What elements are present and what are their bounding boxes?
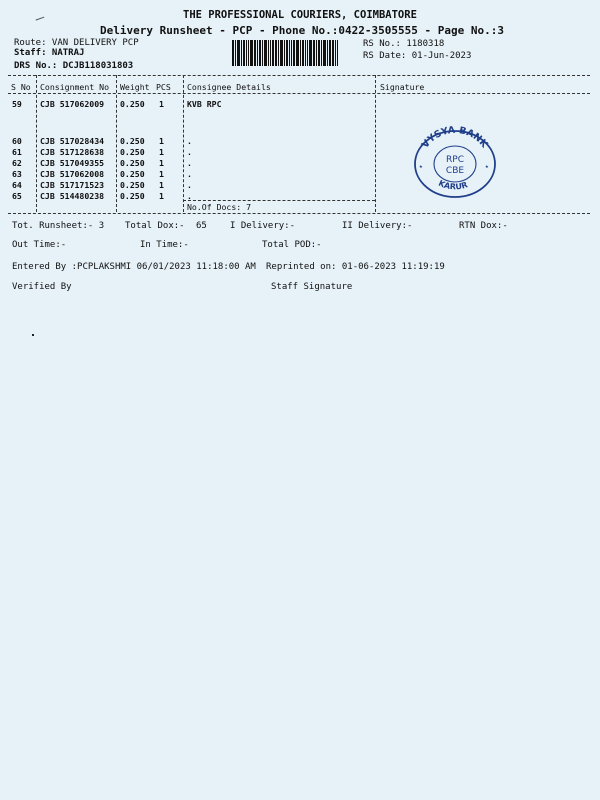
drs-label: DRS No.: DCJB118031803 [14,61,134,71]
row-details: KVB RPC [187,99,222,109]
stamp-top-text: VYSYA BANK [419,124,490,151]
row-weight: 0.250 [120,158,145,168]
col-header-sno: S No [11,82,31,92]
col-header-weight: Weight [120,82,150,92]
row-pcs: 1 [159,158,164,168]
tot-runsheet: Tot. Runsheet:- 3 [12,221,105,231]
row-sno: 61 [12,147,22,157]
row-consignment: CJB 517171523 [40,180,105,190]
docs-rule [183,200,375,201]
barcode-image [232,40,357,66]
total-dox-label: Total Dox:- [125,221,185,231]
row-weight: 0.250 [120,99,145,109]
verified-by: Verified By [12,282,72,292]
row-pcs: 1 [159,147,164,157]
row-details: . [187,158,192,168]
row-sno: 65 [12,191,22,201]
staff-signature: Staff Signature [271,282,353,292]
stamp-line1: RPC [446,155,464,165]
bank-stamp [412,124,498,198]
row-details: . [187,169,192,179]
company-title: THE PROFESSIONAL COURIERS, COIMBATORE [183,9,417,21]
row-sno: 60 [12,136,22,146]
row-consignment: CJB 517128638 [40,147,105,157]
ii-delivery: II Delivery:- [342,221,413,231]
reprinted-on: Reprinted on: 01-06-2023 11:19:19 [266,262,445,272]
row-pcs: 1 [159,136,164,146]
row-pcs: 1 [159,180,164,190]
staff-label: Staff: NATRAJ [14,48,85,58]
rs-number: RS No.: 1180318 [363,39,445,49]
row-weight: 0.250 [120,136,145,146]
row-consignment: CJB 517049355 [40,158,105,168]
row-consignment: CJB 514480238 [40,191,105,201]
row-sno: 64 [12,180,22,190]
no-of-docs: No.Of Docs: 7 [187,202,252,212]
in-time: In Time:- [140,240,189,250]
row-details: . [187,136,192,146]
row-sno: 63 [12,169,22,179]
row-pcs: 1 [159,191,164,201]
header-bottom-rule [8,93,590,94]
row-details: . [187,191,192,201]
total-pod: Total POD:- [262,240,322,250]
row-pcs: 1 [159,169,164,179]
col-separator [36,75,37,212]
out-time: Out Time:- [12,240,67,250]
stamp-bottom-text: KARUR [437,178,469,192]
row-sno: 59 [12,99,22,109]
row-consignment: CJB 517062009 [40,99,105,109]
stamp-star-right: ★ [485,163,489,170]
row-weight: 0.250 [120,147,145,157]
entered-by: Entered By :PCPLAKSHMI 06/01/2023 11:18:00 AM [12,262,256,272]
rtn-dox: RTN Dox:- [459,221,508,231]
stamp-star-left: ★ [419,163,423,170]
table-top-rule [8,75,590,76]
stamp-line2: CBE [445,166,465,176]
col-header-pcs: PCS [156,82,171,92]
rs-date: RS Date: 01-Jun-2023 [363,51,472,61]
row-sno: 62 [12,158,22,168]
col-separator [375,75,376,212]
col-header-consignee: Consignee Details [187,82,271,92]
total-dox-value: 65 [196,221,207,231]
row-weight: 0.250 [120,180,145,190]
row-weight: 0.250 [120,191,145,201]
row-pcs: 1 [159,99,164,109]
row-weight: 0.250 [120,169,145,179]
col-header-consignment: Consignment No [40,82,110,92]
row-consignment: CJB 517062008 [40,169,105,179]
col-separator [116,75,117,212]
i-delivery: I Delivery:- [230,221,296,231]
row-details: . [187,180,192,190]
row-details: . [187,147,192,157]
scan-mark [32,334,34,336]
col-separator [183,75,184,212]
route-label: Route: VAN DELIVERY PCP [14,38,139,48]
table-bottom-rule [8,213,590,214]
row-consignment: CJB 517028434 [40,136,105,146]
runsheet-subtitle: Delivery Runsheet - PCP - Phone No.:0422-3505555 - Page No.:3 [100,24,504,37]
col-header-signature: Signature [380,82,425,92]
pen-mark [36,17,46,24]
